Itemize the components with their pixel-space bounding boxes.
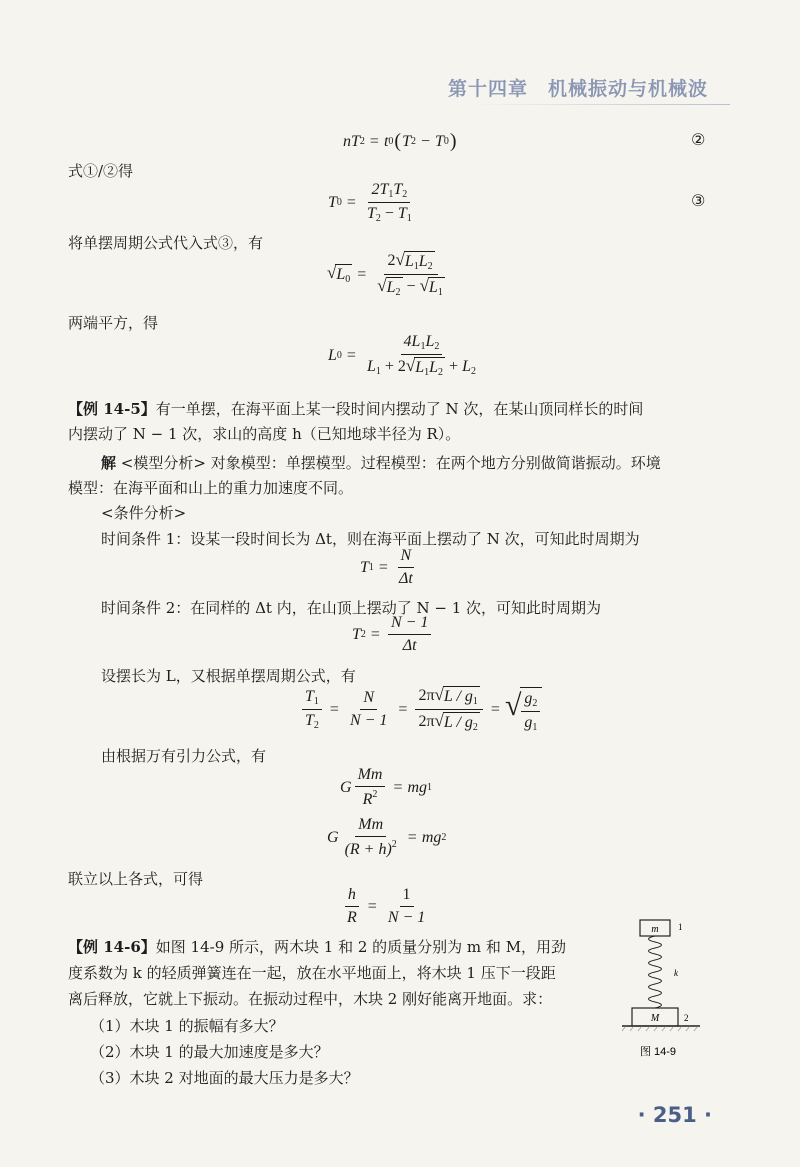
text-square-both: 两端平方，得 — [68, 314, 159, 332]
question-1: （1）木块 1 的振幅有多大？ — [90, 1017, 284, 1035]
example-14-5-tag: 【例 14-5】 — [68, 400, 156, 418]
spring-label: k — [674, 968, 678, 978]
text-formula-divide: 式①/②得 — [68, 162, 134, 180]
solution-line2: 模型：在海平面和山上的重力加速度不同。 — [68, 479, 354, 497]
equation-number-2: ② — [691, 130, 706, 149]
block-1-label: m — [651, 924, 659, 935]
ground-hatch — [622, 1026, 698, 1031]
question-2: （2）木块 1 的最大加速度是多大？ — [90, 1043, 329, 1061]
example-14-6-line2: 度系数为 k 的轻质弹簧连在一起，放在水平地面上，将木块 1 压下一段距 — [68, 964, 556, 982]
time-condition-2: 时间条件 2：在同样的 Δt 内，在山顶上摆动了 N − 1 次，可知此时周期为 — [101, 599, 602, 617]
condition-heading: <条件分析> — [101, 504, 187, 522]
figure-14-9 — [622, 918, 702, 1068]
equation-number-3: ③ — [691, 191, 706, 210]
text-gravity: 由根据万有引力公式，有 — [101, 747, 267, 765]
block-2-label: M — [650, 1013, 660, 1024]
text-combine: 联立以上各式，可得 — [68, 870, 204, 888]
equation-l0: L 0 = $4L_1L_2$ $L_1 + 2$ √ $L_1L_2$ + $L_2$ — [328, 333, 476, 378]
equation-sqrt-l0: √ $L_0$ = 2 √ $L_1L_2$ √ $L_2$ − √ $L_1$ — [327, 250, 443, 298]
equation-2: nT 2 = t 0 ( T 2 − T 0 ) — [343, 130, 457, 152]
spring — [649, 936, 662, 1008]
chapter-header: 第十四章 机械振动与机械波 — [447, 78, 708, 100]
page-number: · 251 · — [637, 1103, 712, 1127]
equation-3: T 0 = $\frac{2T_1T_2}{T_2 - T_1}$ — [328, 181, 412, 224]
solution-tag: 解 — [101, 454, 117, 472]
example-14-5-line2: 内摆动了 N − 1 次，求山的高度 h（已知地球半径为 R）。 — [68, 425, 461, 443]
question-3: （3）木块 2 对地面的最大压力是多大？ — [90, 1069, 359, 1087]
example-14-6-tag: 【例 14-6】 — [68, 938, 156, 956]
example-14-6-line1: 【例 14-6】如图 14-9 所示，两木块 1 和 2 的质量分别为 m 和 M，用劲 — [68, 938, 567, 956]
time-condition-1: 时间条件 1：设某一段时间长为 Δt，则在海平面上摆动了 N 次，可知此时周期为 — [101, 530, 640, 548]
text-substitute: 将单摆周期公式代入式③，有 — [68, 234, 264, 252]
text-set-l: 设摆长为 L，又根据单摆周期公式，有 — [101, 667, 356, 685]
example-14-5-line1: 【例 14-5】有一单摆，在海平面上某一段时间内摆动了 N 次，在某山顶同样长的时间 — [68, 400, 644, 418]
equation-t1: T 1 = $\frac{N}{\Delta t}$ — [360, 547, 413, 587]
label-1: 1 — [678, 922, 683, 932]
equation-gravity-1: G $\frac{Mm}{R^2}$ = mg 1 — [340, 766, 433, 808]
equation-result: $\frac{h}{R}$ = $\frac{1}{N - 1}$ — [341, 886, 431, 927]
equation-t2: T 2 = $\frac{N - 1}{\Delta t}$ — [352, 614, 434, 655]
figure-caption: 图 14-9 — [639, 1046, 677, 1058]
solution-line1: 解 <模型分析> 对象模型：单摆模型。过程模型：在两个地方分别做简谐振动。环境 — [101, 454, 661, 472]
equation-ratio: $\frac{T_1}{T_2}$ = $\frac{N}{N - 1}$ = 2π √ L / $g_1$ 2π √ L / $g_2$ = √ $\frac{g_2}{g_1}$ — [299, 686, 542, 733]
header-rule — [470, 104, 730, 105]
equation-gravity-2: G $\frac{Mm}{(R + h)^2}$ = mg 2 — [327, 816, 447, 858]
label-2: 2 — [684, 1013, 689, 1023]
example-14-6-line3: 离后释放，它就上下振动。在振动过程中，木块 2 刚好能离开地面。求： — [68, 990, 553, 1008]
